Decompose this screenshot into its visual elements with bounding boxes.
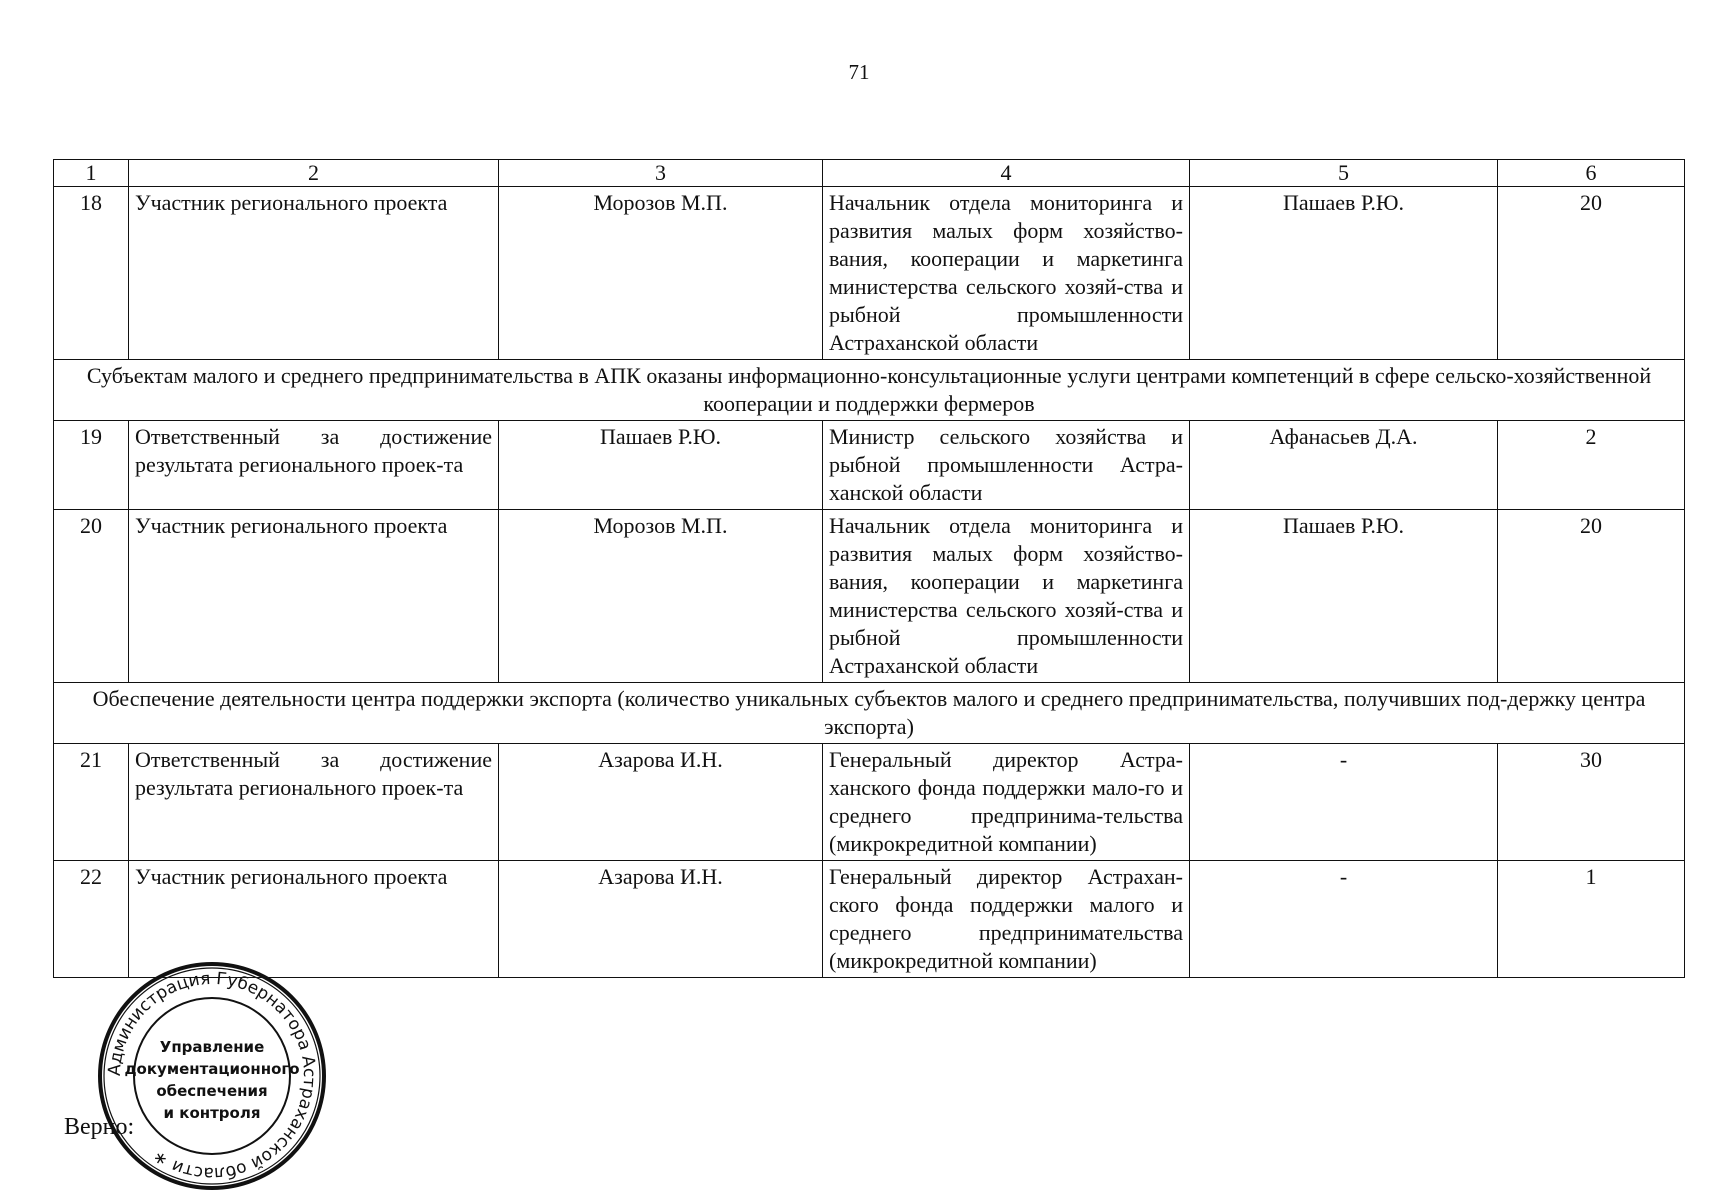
header-cell: 5 [1190, 160, 1498, 187]
header-cell: 2 [129, 160, 499, 187]
verno-mark: Верно: [64, 1114, 135, 1140]
value-cell: 30 [1498, 744, 1685, 861]
supervisor-cell: - [1190, 744, 1498, 861]
row-number: 20 [54, 510, 129, 683]
row-number: 19 [54, 421, 129, 510]
seal-center-line: Управление [159, 1038, 265, 1056]
value-cell: 2 [1498, 421, 1685, 510]
page-number: 71 [848, 60, 870, 84]
role-cell: Участник регионального проекта [129, 510, 499, 683]
position-cell: Генеральный директор Астра-ханского фонда поддержки мало-го и среднего предпринима-тельства (микрокредитной компании) [823, 744, 1190, 861]
supervisor-cell: Пашаев Р.Ю. [1190, 187, 1498, 360]
name-cell: Пашаев Р.Ю. [499, 421, 823, 510]
supervisor-cell: Пашаев Р.Ю. [1190, 510, 1498, 683]
header-cell: 1 [54, 160, 129, 187]
table-header-row [54, 160, 1685, 187]
section-title: Субъектам малого и среднего предпринимательства в АПК оказаны информационно-консультационные услуги центрами компетенций в сфере сельско-хозяйственной кооперации и поддержки фермеров [54, 360, 1685, 421]
row-number: 18 [54, 187, 129, 360]
value-cell: 1 [1498, 861, 1685, 978]
table-row [54, 744, 1685, 861]
supervisor-cell: Афанасьев Д.А. [1190, 421, 1498, 510]
name-cell: Морозов М.П. [499, 187, 823, 360]
row-number: 22 [54, 861, 129, 978]
role-cell: Ответственный за достижение результата регионального проек-та [129, 744, 499, 861]
role-cell: Участник регионального проекта [129, 861, 499, 978]
table-row [54, 510, 1685, 683]
role-cell: Участник регионального проекта [129, 187, 499, 360]
section-row [54, 683, 1685, 744]
seal-center-line: обеспечения [156, 1082, 268, 1100]
document-table [53, 159, 1685, 978]
name-cell: Азарова И.Н. [499, 861, 823, 978]
row-number: 21 [54, 744, 129, 861]
header-cell: 4 [823, 160, 1190, 187]
section-title: Обеспечение деятельности центра поддержки экспорта (количество уникальных субъектов малого и среднего предпринимательства, получивших под-держку центра экспорта) [54, 683, 1685, 744]
position-cell: Начальник отдела мониторинга и развития малых форм хозяйство-вания, кооперации и маркетинга министерства сельского хозяй-ства и рыбной промышленности Астраханской области [823, 510, 1190, 683]
supervisor-cell: - [1190, 861, 1498, 978]
header-cell: 6 [1498, 160, 1685, 187]
table-row [54, 187, 1685, 360]
name-cell: Азарова И.Н. [499, 744, 823, 861]
name-cell: Морозов М.П. [499, 510, 823, 683]
official-seal [96, 960, 328, 1192]
role-cell: Ответственный за достижение результата регионального проек-та [129, 421, 499, 510]
value-cell: 20 [1498, 510, 1685, 683]
value-cell: 20 [1498, 187, 1685, 360]
position-cell: Начальник отдела мониторинга и развития малых форм хозяйство-вания, кооперации и маркетинга министерства сельского хозяй-ства и рыбной промышленности Астраханской области [823, 187, 1190, 360]
seal-ring-text: Администрация Губернатора Астраханской области ∗ [104, 968, 320, 1184]
header-cell: 3 [499, 160, 823, 187]
position-cell: Министр сельского хозяйства и рыбной промышленности Астра-ханской области [823, 421, 1190, 510]
seal-center-line: документационного [124, 1060, 300, 1078]
position-cell: Генеральный директор Астрахан-ского фонда поддержки малого и среднего предпринимательства (микрокредитной компании) [823, 861, 1190, 978]
section-row [54, 360, 1685, 421]
seal-center-line: и контроля [163, 1104, 261, 1122]
table-row [54, 421, 1685, 510]
